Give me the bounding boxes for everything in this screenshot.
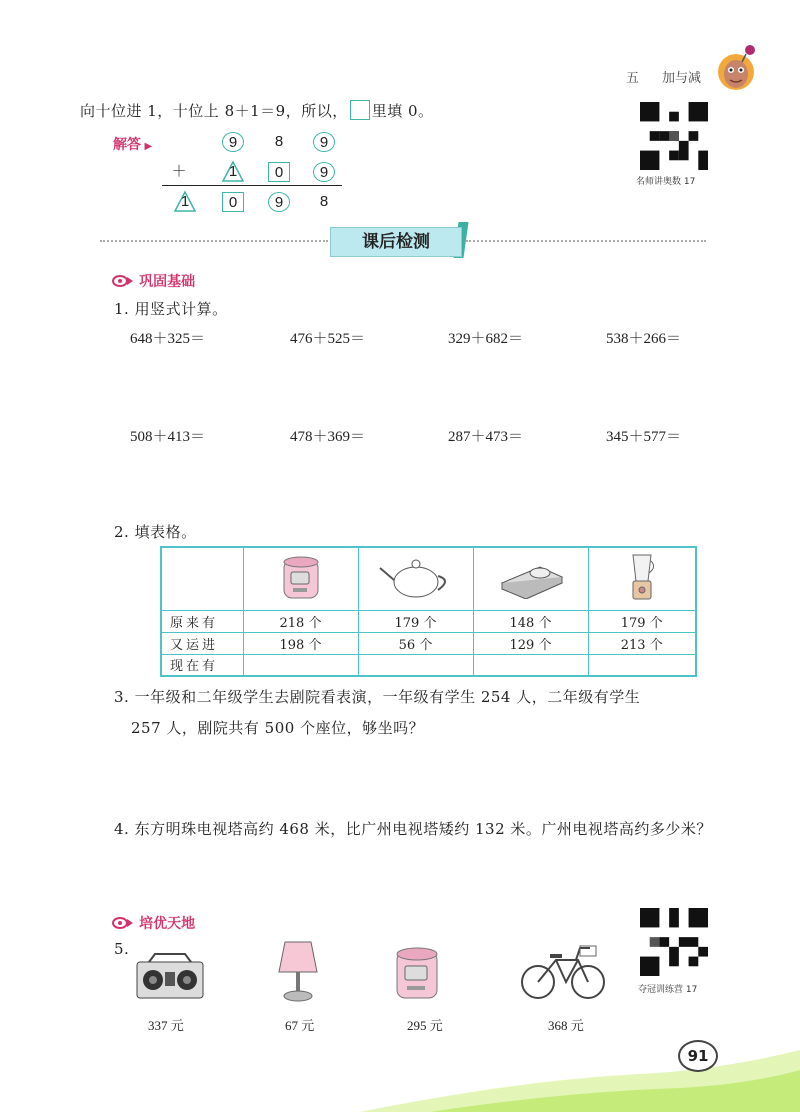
digit-r2-tens: 0 <box>268 162 290 182</box>
table-row <box>161 610 696 632</box>
section1-title: 巩固基础 <box>139 274 196 290</box>
digit-r1-ones: 9 <box>313 132 335 152</box>
q1-expr-7: 287＋473＝ <box>448 429 524 445</box>
footer-wave <box>0 1030 800 1112</box>
plus-sign: ＋ <box>171 163 187 180</box>
eye-bullet-icon <box>112 275 134 287</box>
section2-heading <box>112 913 195 933</box>
lamp-icon <box>275 938 321 1004</box>
qr-code-top[interactable] <box>640 102 708 170</box>
section-banner: 课后检测 <box>330 227 462 257</box>
q1-expr-5: 508＋413＝ <box>130 429 206 445</box>
answer-label-text: 解答 <box>113 137 141 153</box>
q1-expr-2: 476＋525＝ <box>290 331 366 347</box>
cell-now-1[interactable] <box>243 654 358 676</box>
cell-original-2: 179 个 <box>358 610 473 632</box>
rice-cooker-icon <box>278 552 324 602</box>
cell-original-3: 148 个 <box>473 610 588 632</box>
qr-code-bottom[interactable] <box>640 908 708 976</box>
digit-res-hundreds: 0 <box>222 192 244 212</box>
digit-r1-tens: 8 <box>274 133 284 150</box>
q1-expr-4: 538＋266＝ <box>606 331 682 347</box>
cell-now-3[interactable] <box>473 654 588 676</box>
divider-left <box>100 240 328 242</box>
digit-r2-hundreds: 1 <box>228 163 238 180</box>
teapot-icon <box>376 554 456 600</box>
cell-added-4: 213 个 <box>588 632 696 654</box>
digit-res-thousands: 1 <box>180 193 190 210</box>
q1-expr-6: 478＋369＝ <box>290 429 366 445</box>
digit-r1-hundreds: 9 <box>222 132 244 152</box>
table-image-row <box>161 547 696 610</box>
sum-line <box>162 185 342 186</box>
eye-bullet-icon <box>112 917 134 929</box>
q3-line2: 257 人，剧院共有 500 个座位，够坐吗？ <box>131 719 425 737</box>
price-radio: 337 元 <box>148 1018 184 1033</box>
q1-title: 1. 用竖式计算。 <box>114 300 228 318</box>
cell-added-3: 129 个 <box>473 632 588 654</box>
rice-cooker-icon <box>393 942 441 1002</box>
section2-title: 培优天地 <box>139 916 196 932</box>
price-bicycle: 368 元 <box>548 1018 584 1033</box>
digit-res-tens: 9 <box>268 192 290 212</box>
answer-label: 解答 ▶ <box>113 137 153 153</box>
cell-added-2: 56 个 <box>358 632 473 654</box>
row-label-added: 又运进 <box>161 632 243 654</box>
q1-expr-8: 345＋577＝ <box>606 429 682 445</box>
item-cell-rice-cooker <box>243 547 358 610</box>
qr-top-caption: 名师讲奥数 17 <box>636 177 696 187</box>
cell-added-1: 198 个 <box>243 632 358 654</box>
item-cell-juicer <box>588 547 696 610</box>
q5-number: 5. <box>114 940 130 958</box>
table-row <box>161 654 696 676</box>
digit-r2-ones: 9 <box>313 162 335 182</box>
sandwich-maker-icon <box>496 555 566 599</box>
q4-text: 4. 东方明珠电视塔高约 468 米，比广州电视塔矮约 132 米。广州电视塔高约多少米？ <box>114 820 712 838</box>
item-cell-teapot <box>358 547 473 610</box>
example-text-tail: 里填 0。 <box>371 102 434 120</box>
table-row <box>161 632 696 654</box>
fill-table <box>160 546 697 677</box>
radio-icon <box>135 952 207 1002</box>
price-rice-cooker: 295 元 <box>407 1018 443 1033</box>
cell-now-2[interactable] <box>358 654 473 676</box>
chapter-title: 加与减 <box>662 71 702 86</box>
cell-original-1: 218 个 <box>243 610 358 632</box>
juicer-icon <box>625 551 659 603</box>
q2-title: 2. 填表格。 <box>114 523 197 541</box>
q3-line1: 3. 一年级和二年级学生去剧院看表演，一年级有学生 254 人，二年级有学生 <box>114 688 641 706</box>
example-text <box>80 100 434 121</box>
cell-now-4[interactable] <box>588 654 696 676</box>
table-corner-cell <box>161 547 243 610</box>
cell-original-4: 179 个 <box>588 610 696 632</box>
divider-right <box>466 240 706 242</box>
price-lamp: 67 元 <box>285 1018 315 1033</box>
chapter-number: 五 <box>626 71 640 86</box>
answer-box <box>350 100 370 120</box>
item-cell-sandwich-maker <box>473 547 588 610</box>
section1-heading <box>112 271 195 291</box>
page-number: 91 <box>678 1040 718 1072</box>
row-label-original: 原来有 <box>161 610 243 632</box>
bicycle-icon <box>520 940 606 1002</box>
example-text-main: 向十位进 1，十位上 8＋1＝9，所以， <box>80 102 348 120</box>
q1-expr-1: 648＋325＝ <box>130 331 206 347</box>
q1-expr-3: 329＋682＝ <box>448 331 524 347</box>
mascot-icon <box>712 42 760 94</box>
row-label-now: 现在有 <box>161 654 243 676</box>
digit-res-ones: 8 <box>319 193 329 210</box>
qr-bottom-caption: 夺冠训练营 17 <box>638 985 698 995</box>
